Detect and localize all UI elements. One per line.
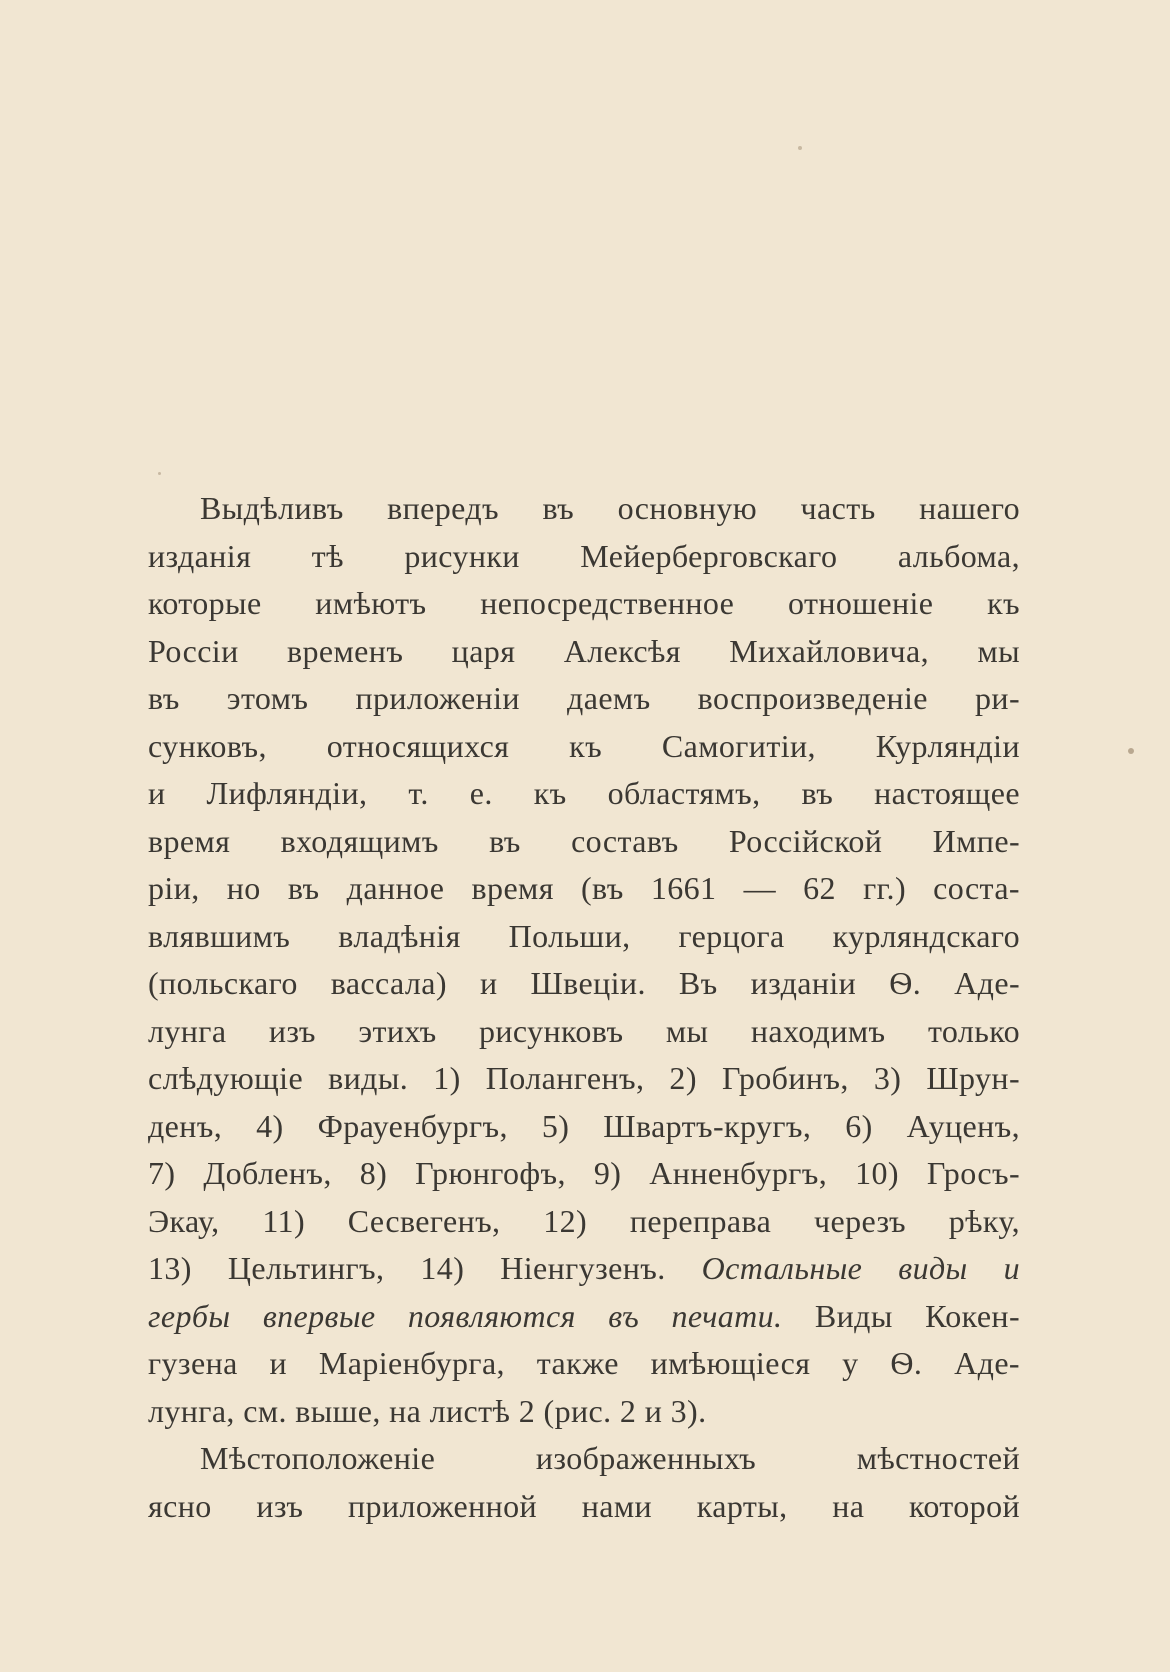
italic-emphasis: Остальные виды и [701,1250,1021,1286]
text-line: гузена и Маріенбурга, также имѣющіеся у Ѳ. Аде- [148,1345,1020,1381]
text-line: изданія тѣ рисунки Мейерберговскаго альбома, [148,537,1020,574]
paragraph-1 [148,485,1020,1435]
text-line: влявшимъ владѣнія Польши, герцога курляндскаго [148,917,1020,954]
text-line: слѣдующіе виды. 1) Полангенъ, 2) Гробинъ, 3) Шрун- [148,1060,1020,1096]
text-line [148,1245,1020,1293]
text-line-regular: Виды Кокен- [814,1297,1021,1334]
text-line: 7) Доблeнъ, 8) Грюнгофъ, 9) Анненбургъ, 10) Гросъ- [148,1155,1020,1191]
text-line-regular: 13) Цельтингъ, 14) Ніенгузенъ. [148,1250,666,1286]
text-line: которые имѣютъ непосредственное отношеніе къ [148,585,1020,621]
text-line: въ этомъ приложеніи даемъ воспроизведеніе ри- [148,680,1020,716]
text-line: ясно изъ приложенной нами карты, на которой [148,1487,1020,1524]
text-line: лунга, см. выше, на листѣ 2 (рис. 2 и 3). [148,1392,707,1429]
text-line: Выдѣливъ впередъ въ основную часть нашего [200,490,1020,526]
text-line: Экау, 11) Сесвегенъ, 12) переправа черезъ рѣку, [148,1202,1020,1239]
text-line: Мѣстоположеніе изображенныхъ мѣстностей [200,1440,1020,1476]
page-text [148,485,1020,1530]
text-line: денъ, 4) Фрауенбургъ, 5) Швартъ-кругъ, 6) Ауценъ, [148,1107,1020,1144]
paragraph-2 [148,1435,1020,1530]
text-line [148,1293,1020,1341]
italic-emphasis: гербы впервые появляются въ печати. [148,1297,783,1334]
scan-speck [1128,748,1134,754]
text-line: ріи, но въ данное время (въ 1661 — 62 гг.) соста- [148,870,1020,906]
text-line: сунковъ, относящихся къ Самогитіи, Курляндіи [148,727,1020,764]
text-line: (польскаго вассала) и Швеціи. Въ изданіи Ѳ. Аде- [148,965,1020,1001]
scan-speck [798,146,802,150]
scan-speck [158,472,161,475]
text-line: время входящимъ въ составъ Россійской Импе- [148,822,1020,859]
text-line: и Лифляндіи, т. е. къ областямъ, въ настоящее [148,775,1020,811]
text-line: лунга изъ этихъ рисунковъ мы находимъ только [148,1012,1020,1049]
text-line: Россіи временъ царя Алексѣя Михайловича, мы [148,632,1020,669]
